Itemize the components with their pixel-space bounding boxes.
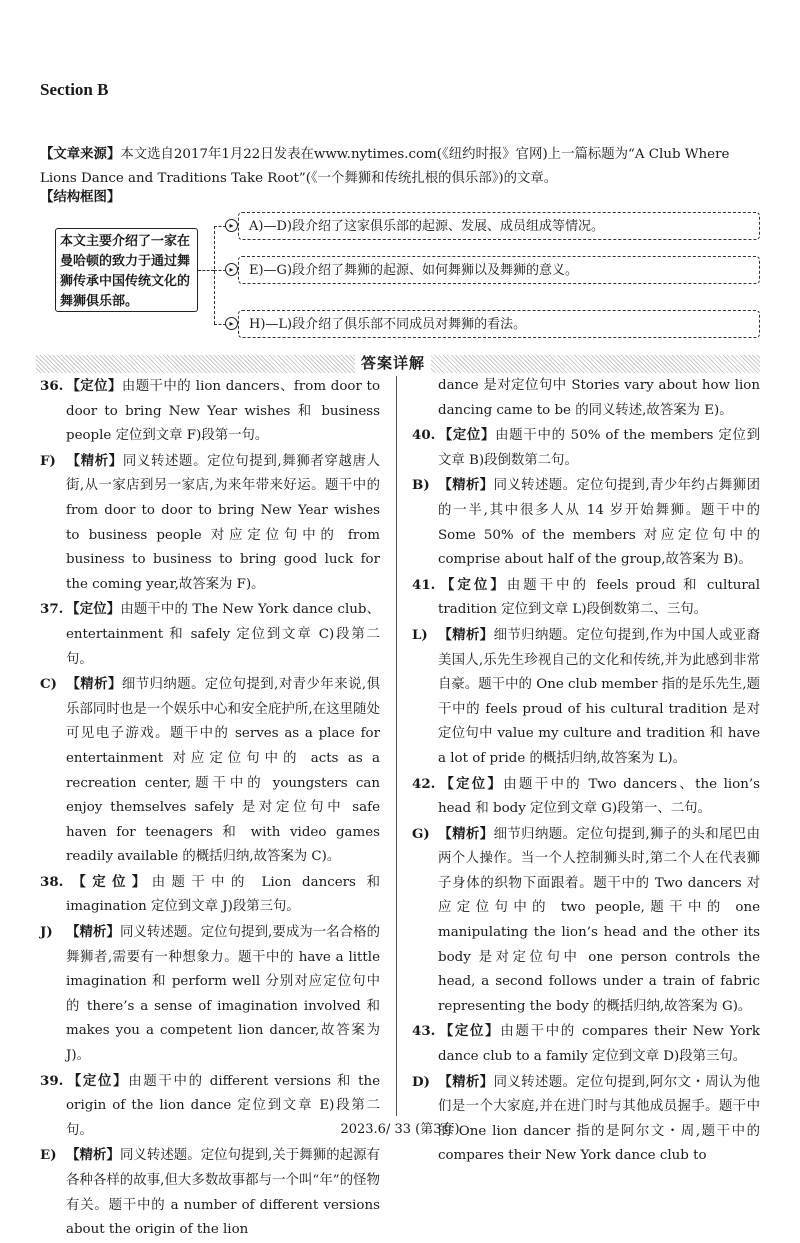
summary-box: 本文主要介绍了一家在曼哈顿的致力于通过舞狮传承中国传统文化的舞狮俱乐部。 (55, 228, 198, 312)
tree-connector-vertical (214, 226, 215, 324)
answer-continuation: dance 是对定位句中 Stories vary about how lion dancing came to be 的同义转述,故答案为 E)。 (438, 378, 760, 418)
answer-item: 39. 【定位】由题干中的 different versions 和 the origin of the lion dance 定位到文章 E)段第二句。 (40, 1072, 380, 1138)
answer-item: G) 【精析】细节归纳题。定位句提到,狮子的头和尾巴由两个人操作。当一个人控制狮头时,第二个人在代表狮子身体的织物下面跟着。题干中的 Two dancers 对应定位句中的 two people,题干中的 one manipulating the lion’s head and the other its body 是对定位句中 one person controls the head, a second follows under a train of fabric representing the body 的概括归纳,故答案为 G)。 (412, 825, 760, 1014)
structure-branch-3: H)—L)段介绍了俱乐部不同成员对舞狮的看法。 (238, 310, 760, 338)
answer-item: C) 【精析】细节归纳题。定位句提到,对青少年来说,俱乐部同时也是一个娱乐中心和安全庇护所,在这里随处可见电子游戏。题干中的 serves as a place for entertainment 对应定位句中的 acts as a recreation center,题干中的 youngsters can enjoy themselves safely 是对定位句中 safe haven for teenagers 和 with video games readily available 的概括归纳,故答案为 C)。 (40, 676, 381, 865)
answer-item: F) 【精析】同义转述题。定位句提到,舞狮者穿越唐人街,从一家店到另一家店,为来年带来好运。题干中的 from door to door to bring New Year wishes to business people 对应定位句中的 from business to business to bring good luck for the coming year,故答案为 F)。 (40, 452, 380, 592)
arrow-circle-icon: ▸ (225, 219, 238, 232)
answer-item: E) 【精析】同义转述题。定位句提到,关于舞狮的起源有各种各样的故事,但大多数故事都与一个叫“年”的怪物有关。题干中的 a number of different versions about the origin of the lion (40, 1147, 380, 1238)
tree-connector-stem (198, 270, 214, 271)
answer-item: 43. 【定位】由题干中的 compares their New York dance club to a family 定位到文章 D)段第三句。 (412, 1023, 761, 1065)
article-source (40, 142, 765, 191)
answer-item: 42. 【定位】由题干中的 Two dancers、the lion’s head 和 body 定位到文章 G)段第一、二句。 (412, 775, 760, 817)
arrow-circle-icon: ▸ (225, 317, 238, 330)
answer-column-right (412, 374, 760, 1169)
section-title: Section B (40, 80, 109, 99)
page-footer: 2023.6/ 33 (第3套) (340, 1122, 460, 1137)
structure-branch-1: A)—D)段介绍了这家俱乐部的起源、发展、成员组成等情况。 (238, 212, 760, 240)
answer-column-left (40, 374, 380, 1243)
answer-item: 40. 【定位】由题干中的 50% of the members 定位到文章 B)段倒数第二句。 (412, 427, 760, 468)
source-label: 【文章来源】 (40, 146, 121, 162)
answer-section-title: 答案详解 (355, 352, 431, 373)
answer-item: J) 【精析】同义转述题。定位句提到,要成为一名合格的舞狮者,需要有一种想象力。题干中的 have a little imagination 和 perform well 分别对应定位句中的 there’s a sense of imagination involved 和 makes you a competent lion dancer,故答案为 J)。 (40, 924, 380, 1064)
answer-item: 37. 【定位】由题干中的 The New York dance club、entertainment 和 safely 定位到文章 C)段第二句。 (40, 601, 380, 667)
column-divider (396, 376, 397, 1116)
source-text: 本文选自2017年1月22日发表在www.nytimes.com(《纽约时报》官网)上一篇标题为“A Club Where Lions Dance and Traditions Take Root”(《一个舞狮和传统扎根的俱乐部》)的文章。 (40, 147, 730, 186)
structure-frame-heading: 【结构框图】 (40, 189, 121, 205)
structure-branch-2: E)—G)段介绍了舞狮的起源、如何舞狮以及舞狮的意义。 (238, 256, 760, 284)
answer-item: 38. 【定位】由题干中的 Lion dancers 和 imagination 定位到文章 J)段第三句。 (40, 873, 381, 915)
arrow-circle-icon: ▸ (225, 263, 238, 276)
answer-item: 36. 【定位】由题干中的 lion dancers、from door to door to bring New Year wishes 和 business people 定位到文章 F)段第一句。 (40, 378, 381, 444)
answer-item: 41. 【定位】由题干中的 feels proud 和 cultural tradition 定位到文章 L)段倒数第二、三句。 (412, 576, 760, 618)
answer-item: L) 【精析】细节归纳题。定位句提到,作为中国人或亚裔美国人,乐先生珍视自己的文化和传统,并为此感到非常自豪。题干中的 One club member 指的是乐先生,题干中的 feels proud of his cultural tradition 是对定位句中 value my culture and tradition 和 have a lot of pride 的概括归纳,故答案为 L)。 (412, 626, 760, 766)
answer-item: B) 【精析】同义转述题。定位句提到,青少年约占舞狮团的一半,其中很多人从 14 岁开始舞狮。题干中的 Some 50% of the members 对应定位句中的 comprise about half of the group,故答案为 B)。 (412, 477, 760, 568)
answer-item: D) 【精析】同义转述题。定位句提到,阿尔文・周认为他们是一个大家庭,并在进门时与其他成员握手。题干中的 One lion dancer 指的是阿尔文・周,题干中的 compares their New York dance club to (412, 1073, 760, 1164)
